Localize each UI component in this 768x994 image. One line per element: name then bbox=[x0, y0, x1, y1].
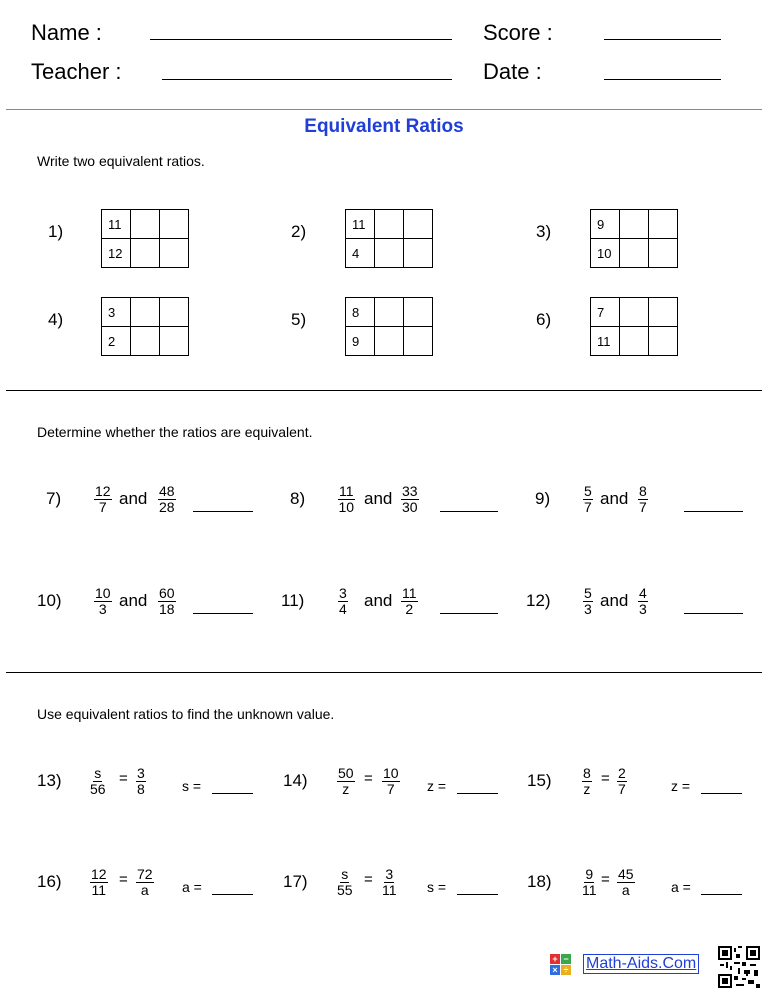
answer-cell[interactable] bbox=[404, 239, 433, 268]
section1-divider bbox=[6, 390, 762, 391]
fraction-denominator: 7 bbox=[639, 499, 647, 515]
problem-number: 18) bbox=[527, 872, 552, 891]
fraction-numerator: 5 bbox=[584, 483, 592, 499]
teacher-label: Teacher : bbox=[31, 59, 122, 84]
answer-cell[interactable] bbox=[620, 298, 649, 327]
answer-cell[interactable] bbox=[375, 239, 404, 268]
and-word: and bbox=[600, 591, 629, 610]
equals-sign: = bbox=[364, 770, 373, 787]
answer-blank[interactable] bbox=[701, 894, 742, 895]
answer-cell[interactable] bbox=[649, 239, 678, 268]
fraction-right bbox=[136, 766, 146, 797]
fraction-right bbox=[382, 766, 400, 797]
given-value-cell: 11 bbox=[346, 210, 375, 239]
ratio-table bbox=[590, 297, 678, 356]
ratio-table bbox=[101, 297, 189, 356]
answer-blank[interactable] bbox=[440, 613, 498, 614]
fraction-right bbox=[382, 867, 397, 898]
ratio-table bbox=[101, 209, 189, 268]
fraction-numerator: 8 bbox=[639, 483, 647, 499]
answer-blank[interactable] bbox=[457, 894, 498, 895]
answer-cell[interactable] bbox=[404, 210, 433, 239]
fraction-numerator: 50 bbox=[338, 765, 354, 781]
fraction-denominator: 3 bbox=[584, 601, 592, 617]
answer-cell[interactable] bbox=[375, 210, 404, 239]
fraction-denominator: a bbox=[140, 882, 149, 898]
given-value-cell: 8 bbox=[346, 298, 375, 327]
problem-number: 1) bbox=[48, 222, 64, 241]
problem-number: 9) bbox=[535, 489, 551, 508]
fraction-right bbox=[136, 867, 154, 898]
and-word: and bbox=[364, 591, 393, 610]
variable-label: a = bbox=[182, 879, 202, 895]
answer-blank[interactable] bbox=[212, 793, 253, 794]
fraction-numerator: 5 bbox=[584, 585, 592, 601]
problem-number: 8) bbox=[290, 489, 306, 508]
and-word: and bbox=[364, 489, 393, 508]
fraction-numerator: 3 bbox=[137, 765, 145, 781]
fraction-right bbox=[158, 586, 176, 617]
fraction-denominator: 2 bbox=[405, 601, 414, 617]
answer-blank[interactable] bbox=[440, 511, 498, 512]
problem-number: 6) bbox=[536, 310, 552, 329]
fraction-denominator: 7 bbox=[386, 781, 395, 797]
answer-cell[interactable] bbox=[404, 327, 433, 356]
date-label: Date : bbox=[483, 59, 542, 84]
fraction-numerator: 3 bbox=[339, 585, 347, 601]
answer-cell[interactable] bbox=[620, 210, 649, 239]
date-line[interactable] bbox=[604, 79, 721, 80]
fraction-right bbox=[158, 484, 176, 515]
ratio-table bbox=[345, 209, 433, 268]
answer-cell[interactable] bbox=[375, 327, 404, 356]
fraction-right bbox=[401, 586, 418, 617]
given-value-cell: 9 bbox=[591, 210, 620, 239]
fraction-denominator: z bbox=[583, 781, 591, 797]
problem-number: 11) bbox=[281, 591, 305, 610]
and-word: and bbox=[600, 489, 629, 508]
problem-number: 7) bbox=[46, 489, 62, 508]
section2-instruction: Determine whether the ratios are equivalent. bbox=[37, 424, 313, 440]
section3-instruction: Use equivalent ratios to find the unknown value. bbox=[37, 706, 335, 722]
fraction-right bbox=[638, 484, 648, 515]
equals-sign: = bbox=[119, 770, 128, 787]
fraction-numerator: 10 bbox=[95, 585, 111, 601]
section2-divider bbox=[6, 672, 762, 673]
fraction-denominator: 56 bbox=[90, 781, 106, 797]
fraction-numerator: 60 bbox=[159, 585, 175, 601]
fraction-left bbox=[583, 586, 593, 617]
answer-blank[interactable] bbox=[684, 613, 743, 614]
answer-blank[interactable] bbox=[701, 793, 742, 794]
fraction-numerator: 33 bbox=[402, 483, 418, 499]
answer-blank[interactable] bbox=[193, 613, 253, 614]
fraction-left bbox=[94, 586, 112, 617]
fraction-denominator: z bbox=[342, 781, 350, 797]
ratio-table bbox=[345, 297, 433, 356]
fraction-numerator: 12 bbox=[91, 866, 107, 882]
answer-cell[interactable] bbox=[649, 327, 678, 356]
answer-cell[interactable] bbox=[649, 210, 678, 239]
answer-cell[interactable] bbox=[131, 327, 160, 356]
fraction-numerator: 8 bbox=[583, 765, 591, 781]
name-line[interactable] bbox=[150, 39, 452, 40]
problem-number: 10) bbox=[37, 591, 62, 610]
answer-cell[interactable] bbox=[404, 298, 433, 327]
answer-cell[interactable] bbox=[131, 210, 160, 239]
problem-number: 15) bbox=[527, 771, 552, 790]
math-aids-logo-icon: + − × ÷ bbox=[550, 954, 572, 976]
fraction-denominator: 3 bbox=[639, 601, 647, 617]
fraction-left bbox=[90, 867, 108, 898]
fraction-denominator: 3 bbox=[98, 601, 107, 617]
problem-number: 13) bbox=[37, 771, 62, 790]
given-value-cell: 10 bbox=[591, 239, 620, 268]
fraction-denominator: a bbox=[621, 882, 630, 898]
fraction-numerator: 10 bbox=[383, 765, 399, 781]
fraction-right bbox=[401, 484, 419, 515]
site-link[interactable]: Math-Aids.Com bbox=[583, 954, 699, 974]
fraction-left bbox=[337, 766, 355, 797]
variable-label: a = bbox=[671, 879, 691, 895]
qr-code-icon bbox=[718, 946, 760, 988]
fraction-numerator: 11 bbox=[402, 585, 417, 601]
fraction-denominator: 11 bbox=[91, 882, 107, 898]
score-label: Score : bbox=[483, 20, 553, 45]
fraction-denominator: 7 bbox=[618, 781, 626, 797]
header-divider bbox=[6, 109, 762, 110]
fraction-left bbox=[338, 484, 355, 515]
answer-blank[interactable] bbox=[457, 793, 498, 794]
answer-blank[interactable] bbox=[212, 894, 253, 895]
answer-cell[interactable] bbox=[160, 298, 189, 327]
fraction-right bbox=[617, 867, 635, 898]
equals-sign: = bbox=[601, 871, 610, 888]
answer-blank[interactable] bbox=[193, 511, 253, 512]
fraction-numerator: 4 bbox=[639, 585, 647, 601]
answer-cell[interactable] bbox=[131, 298, 160, 327]
fraction-left bbox=[337, 867, 353, 898]
problem-number: 12) bbox=[526, 591, 551, 610]
answer-cell[interactable] bbox=[160, 327, 189, 356]
equals-sign: = bbox=[601, 770, 610, 787]
answer-cell[interactable] bbox=[375, 298, 404, 327]
fraction-denominator: 55 bbox=[337, 882, 353, 898]
fraction-denominator: 18 bbox=[159, 601, 175, 617]
given-value-cell: 12 bbox=[102, 239, 131, 268]
answer-blank[interactable] bbox=[684, 511, 743, 512]
fraction-denominator: 10 bbox=[338, 499, 355, 515]
answer-cell[interactable] bbox=[649, 298, 678, 327]
fraction-left bbox=[582, 867, 597, 898]
fraction-denominator: 28 bbox=[159, 499, 175, 515]
fraction-numerator: 72 bbox=[137, 866, 153, 882]
equals-sign: = bbox=[119, 871, 128, 888]
fraction-denominator: 11 bbox=[582, 882, 597, 898]
fraction-numerator: s bbox=[94, 765, 102, 781]
fraction-denominator: 11 bbox=[382, 882, 397, 898]
problem-number: 16) bbox=[37, 872, 62, 891]
fraction-left bbox=[583, 484, 593, 515]
answer-cell[interactable] bbox=[131, 239, 160, 268]
problem-number: 17) bbox=[283, 872, 308, 891]
problem-number: 14) bbox=[283, 771, 308, 790]
fraction-right bbox=[617, 766, 627, 797]
fraction-denominator: 4 bbox=[339, 601, 347, 617]
fraction-left bbox=[94, 484, 112, 515]
and-word: and bbox=[119, 591, 148, 610]
answer-cell[interactable] bbox=[620, 239, 649, 268]
variable-label: s = bbox=[427, 879, 447, 895]
fraction-numerator: s bbox=[341, 866, 349, 882]
variable-label: z = bbox=[427, 778, 447, 794]
fraction-denominator: 30 bbox=[402, 499, 418, 515]
fraction-denominator: 7 bbox=[98, 499, 107, 515]
teacher-line[interactable] bbox=[162, 79, 452, 80]
given-value-cell: 11 bbox=[102, 210, 131, 239]
problem-number: 2) bbox=[291, 222, 307, 241]
variable-label: z = bbox=[671, 778, 691, 794]
fraction-right bbox=[638, 586, 648, 617]
fraction-left bbox=[582, 766, 592, 797]
fraction-numerator: 11 bbox=[339, 483, 354, 499]
variable-label: s = bbox=[182, 778, 202, 794]
page-title: Equivalent Ratios bbox=[304, 116, 464, 137]
given-value-cell: 4 bbox=[346, 239, 375, 268]
ratio-table bbox=[590, 209, 678, 268]
given-value-cell: 2 bbox=[102, 327, 131, 356]
answer-cell[interactable] bbox=[160, 210, 189, 239]
fraction-numerator: 48 bbox=[159, 483, 175, 499]
section1-instruction: Write two equivalent ratios. bbox=[37, 153, 205, 169]
given-value-cell: 11 bbox=[591, 327, 620, 356]
problem-number: 4) bbox=[48, 310, 64, 329]
equals-sign: = bbox=[364, 871, 373, 888]
fraction-denominator: 7 bbox=[584, 499, 592, 515]
fraction-numerator: 45 bbox=[618, 866, 634, 882]
given-value-cell: 3 bbox=[102, 298, 131, 327]
problem-number: 3) bbox=[536, 222, 552, 241]
fraction-numerator: 2 bbox=[618, 765, 626, 781]
given-value-cell: 7 bbox=[591, 298, 620, 327]
fraction-numerator: 3 bbox=[385, 866, 394, 882]
given-value-cell: 9 bbox=[346, 327, 375, 356]
fraction-left bbox=[90, 766, 106, 797]
and-word: and bbox=[119, 489, 148, 508]
answer-cell[interactable] bbox=[620, 327, 649, 356]
fraction-numerator: 12 bbox=[95, 483, 111, 499]
problem-number: 5) bbox=[291, 310, 307, 329]
fraction-numerator: 9 bbox=[585, 866, 594, 882]
name-label: Name : bbox=[31, 20, 102, 45]
fraction-left bbox=[338, 586, 348, 617]
score-line[interactable] bbox=[604, 39, 721, 40]
answer-cell[interactable] bbox=[160, 239, 189, 268]
fraction-denominator: 8 bbox=[137, 781, 145, 797]
